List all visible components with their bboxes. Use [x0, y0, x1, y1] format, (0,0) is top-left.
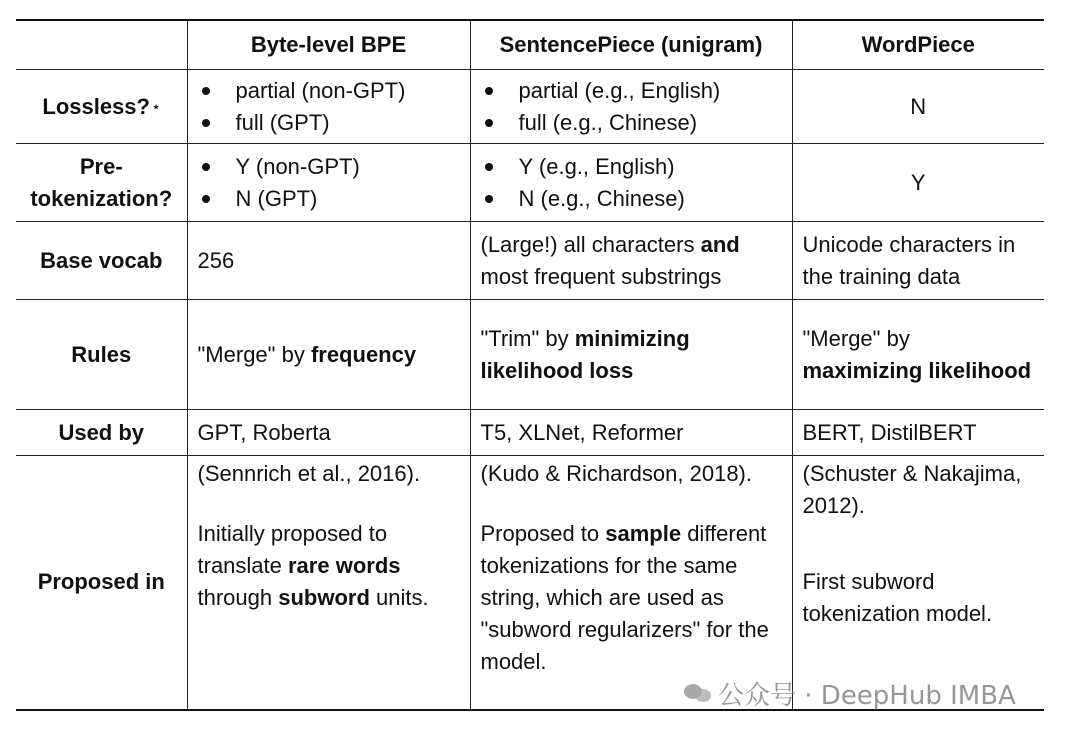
text-run: (Large!) all characters	[480, 231, 701, 257]
row-label-pretok-line2: tokenization?	[30, 185, 173, 211]
row-lossless	[16, 70, 1044, 144]
list-item: Y (non-GPT)	[198, 151, 460, 183]
row-used-by	[16, 410, 1044, 456]
header-byte-level-bpe: Byte-level BPE	[187, 20, 470, 70]
bold-text: rare words	[288, 553, 401, 578]
cell-used-by-wp: BERT, DistilBERT	[792, 410, 1044, 456]
cell-rules-bpe	[187, 300, 470, 410]
list-item: partial (e.g., English)	[481, 75, 782, 107]
cell-base-vocab-bpe: 256	[187, 222, 470, 300]
text-run: most frequent substrings	[480, 263, 722, 289]
text-run: "Merge" by	[197, 341, 311, 367]
row-label-pretok-line1: Pre-	[79, 153, 123, 179]
description: First subword tokenization model.	[802, 569, 993, 626]
bullet-list	[198, 151, 460, 215]
row-label-proposed-in: Proposed in	[16, 456, 187, 710]
row-label-pretokenization	[16, 144, 187, 222]
cell-used-by-bpe: GPT, Roberta	[187, 410, 470, 456]
bold-text: maximizing likelihood	[802, 357, 1032, 383]
bold-text: frequency	[310, 341, 417, 367]
row-label-base-vocab: Base vocab	[16, 222, 187, 300]
cell-pretok-wp: Y	[792, 144, 1044, 222]
text-run: through	[197, 585, 279, 610]
cell-pretok-sp	[470, 144, 792, 222]
header-empty	[16, 20, 187, 70]
list-item: partial (non-GPT)	[198, 75, 460, 107]
text-run: "Trim" by	[480, 325, 575, 351]
row-label-rules: Rules	[16, 300, 187, 410]
list-item: N (e.g., Chinese)	[481, 183, 782, 215]
text-run: different tokenizations for the same string, which are used as "subword regularizers" for the model.	[480, 521, 769, 674]
description	[198, 518, 460, 614]
header-wordpiece: WordPiece	[792, 20, 1044, 70]
bullet-list	[481, 75, 782, 139]
bullet-list	[198, 75, 460, 139]
spacer	[803, 522, 1035, 566]
citation: (Schuster & Nakajima, 2012).	[802, 461, 1022, 518]
bold-text: minimizing likelihood loss	[480, 325, 690, 383]
watermark	[684, 673, 1016, 713]
description	[481, 518, 782, 678]
cell-base-vocab-wp: Unicode characters in the training data	[792, 222, 1044, 300]
cell-proposed-sp	[470, 456, 792, 710]
cell-pretok-bpe	[187, 144, 470, 222]
row-label-lossless-text: Lossless?	[42, 93, 150, 119]
cell-rules-sp	[470, 300, 792, 410]
watermark-text: 公众号 · DeepHub IMBA	[718, 680, 1016, 711]
cell-proposed-wp	[792, 456, 1044, 710]
bold-text: sample	[605, 521, 682, 546]
cell-rules-wp	[792, 300, 1044, 410]
row-label-lossless	[16, 70, 187, 144]
list-item: Y (e.g., English)	[481, 151, 782, 183]
text-run: units.	[369, 585, 429, 610]
citation: (Sennrich et al., 2016).	[197, 461, 421, 486]
row-proposed-in	[16, 456, 1044, 710]
star-icon: ⋆	[151, 98, 161, 114]
list-item: N (GPT)	[198, 183, 460, 215]
row-label-used-by: Used by	[16, 410, 187, 456]
header-sentencepiece: SentencePiece (unigram)	[470, 20, 792, 70]
row-base-vocab	[16, 222, 1044, 300]
list-item: full (GPT)	[198, 107, 460, 139]
row-pretokenization	[16, 144, 1044, 222]
spacer	[481, 490, 782, 518]
cell-proposed-bpe	[187, 456, 470, 710]
comparison-table-container	[16, 19, 1044, 711]
row-rules	[16, 300, 1044, 410]
cell-lossless-sp	[470, 70, 792, 144]
spacer	[198, 490, 460, 518]
wechat-icon	[684, 682, 712, 704]
cell-lossless-bpe	[187, 70, 470, 144]
tokenizer-comparison-table	[16, 19, 1044, 711]
bold-text: and	[700, 231, 740, 257]
citation: (Kudo & Richardson, 2018).	[480, 461, 752, 486]
cell-used-by-sp: T5, XLNet, Reformer	[470, 410, 792, 456]
list-item: full (e.g., Chinese)	[481, 107, 782, 139]
text-run: Initially proposed to translate	[197, 521, 388, 578]
text-run: "Merge" by	[802, 325, 910, 351]
header-row	[16, 20, 1044, 70]
text-run: Proposed to	[480, 521, 606, 546]
cell-base-vocab-sp	[470, 222, 792, 300]
bold-text: subword	[278, 585, 370, 610]
cell-lossless-wp: N	[792, 70, 1044, 144]
bullet-list	[481, 151, 782, 215]
